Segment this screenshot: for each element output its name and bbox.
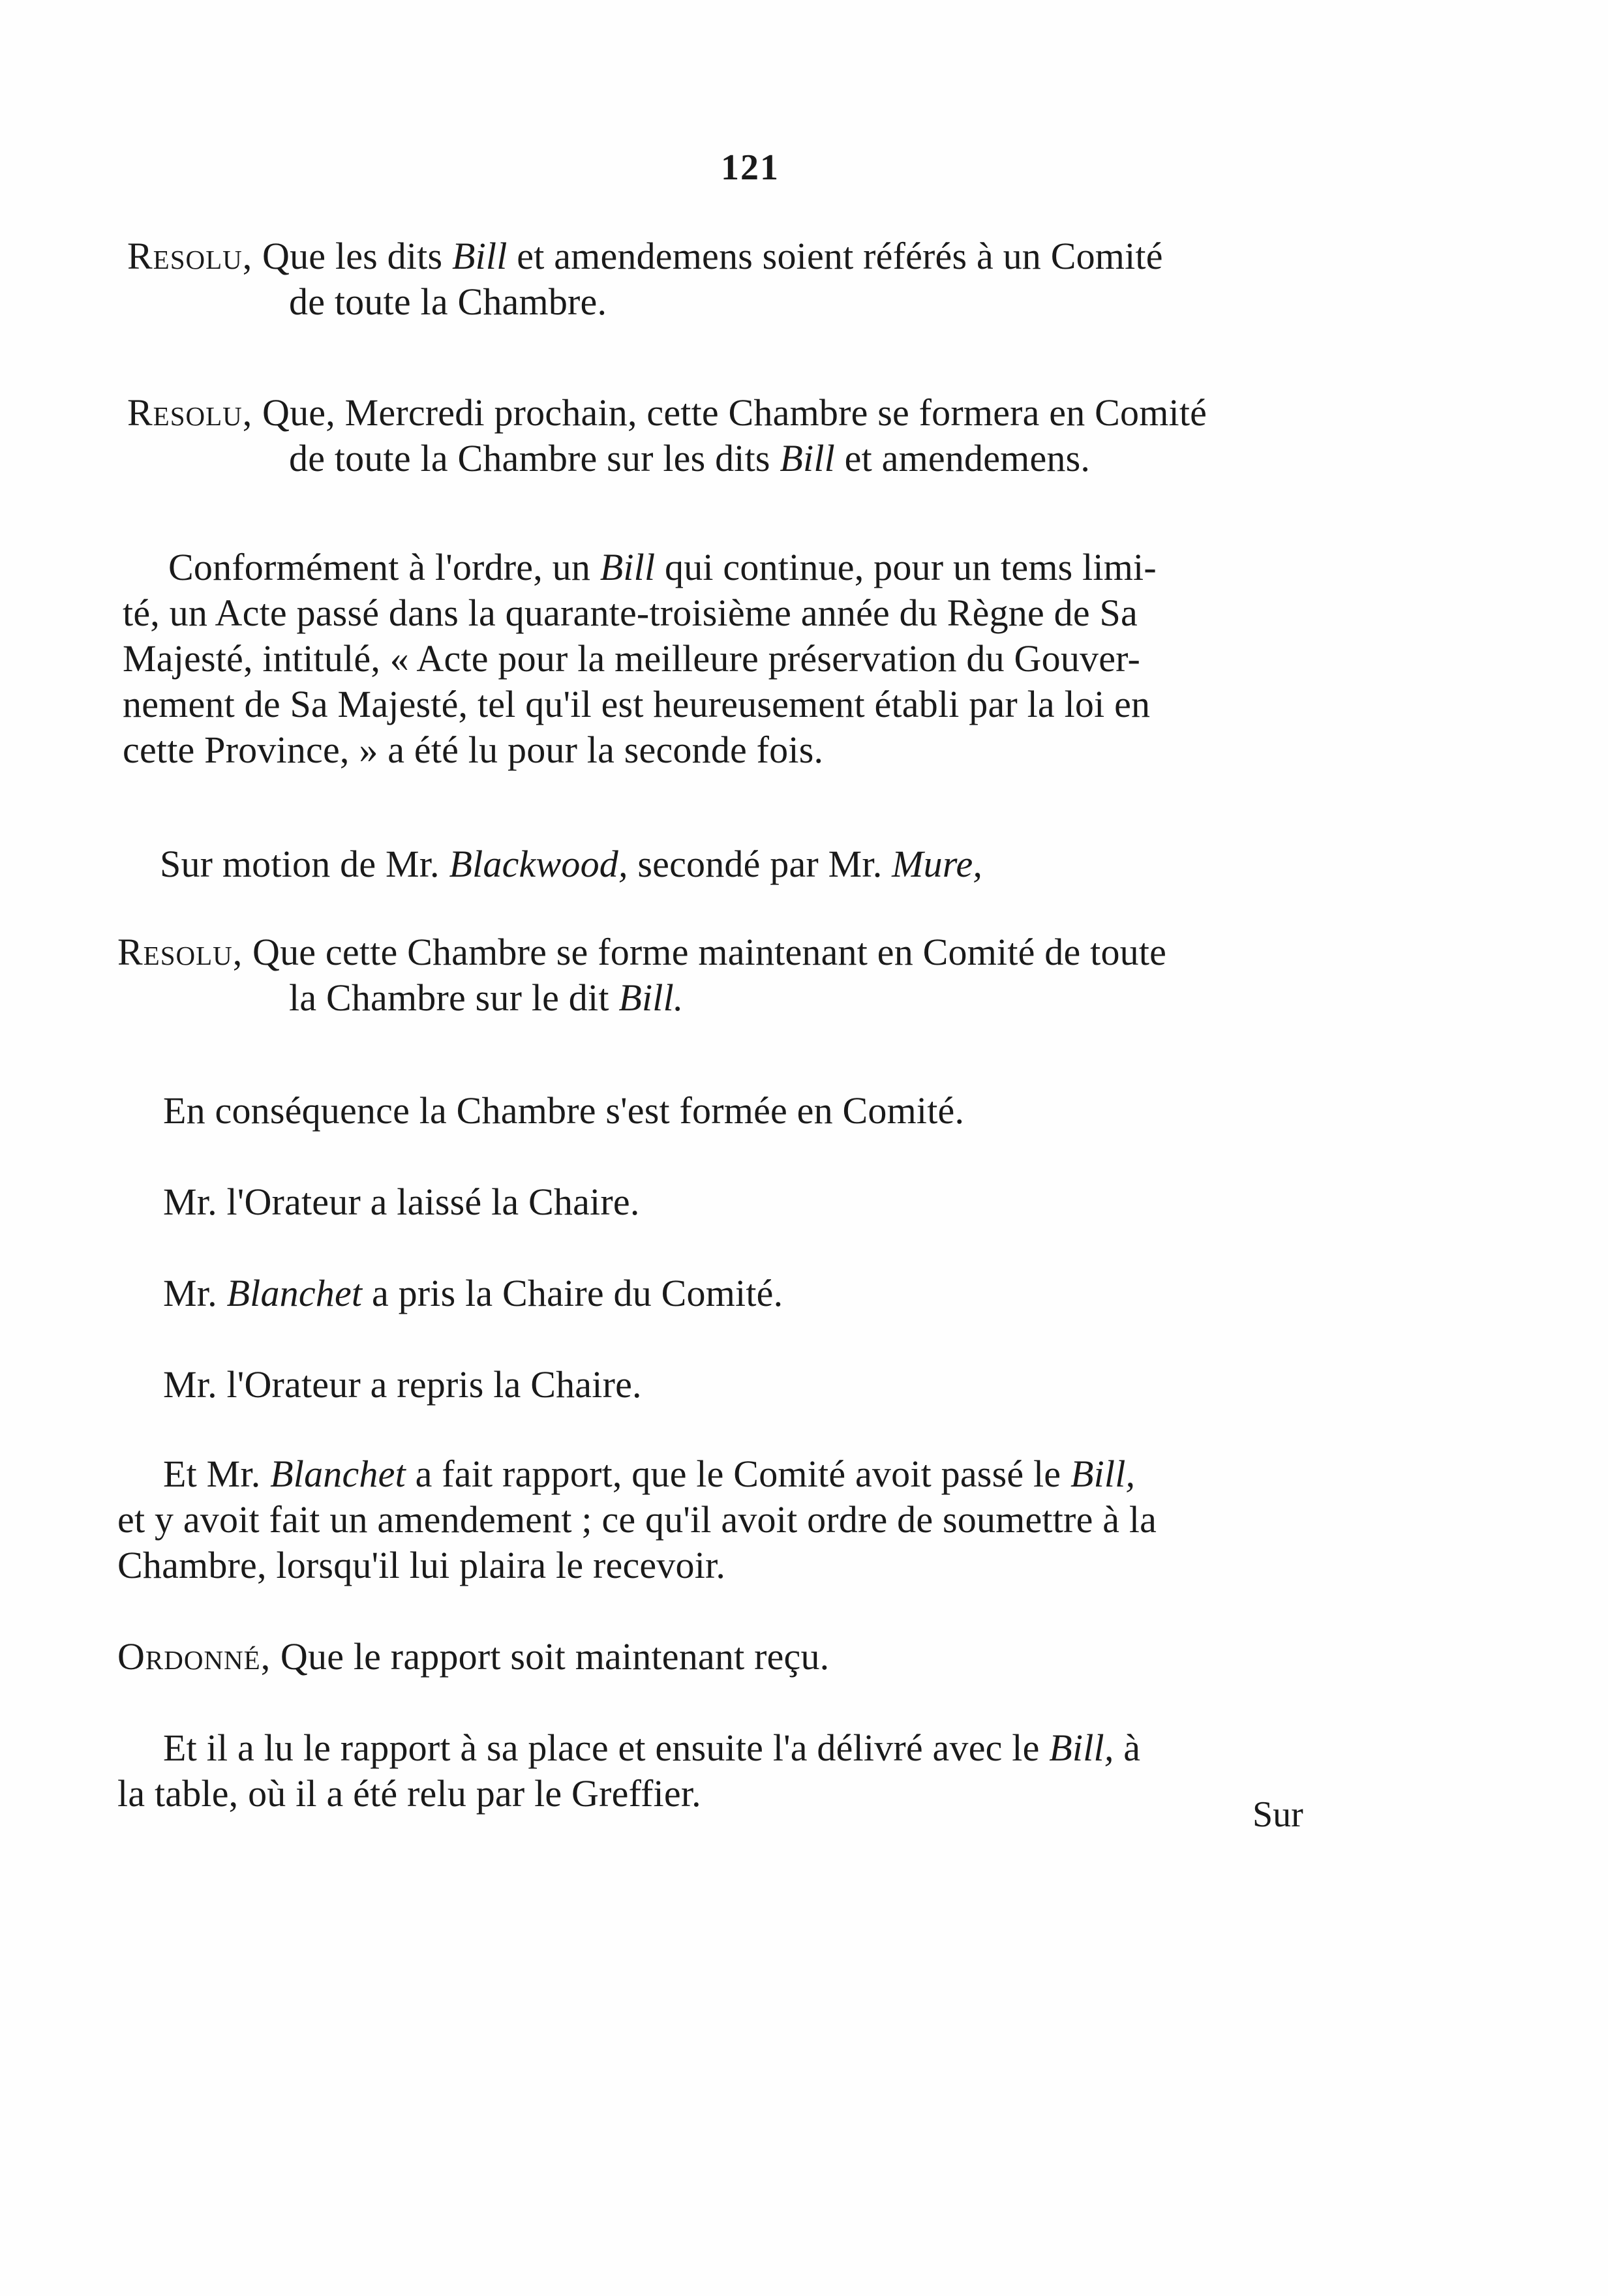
text-line [117, 1771, 701, 1817]
text-segment: Chambre, lorsqu'il lui plaira le recevoir. [117, 1544, 726, 1586]
text-segment: Et il a lu le rapport à sa place et ensuite l'a délivré avec le [163, 1727, 1050, 1769]
text-segment: nement de Sa Majesté, tel qu'il est heureusement établi par la loi en [123, 683, 1151, 725]
text-segment: Bill, [1070, 1453, 1136, 1495]
text-line [163, 1362, 642, 1408]
text-segment: Que cette Chambre se forme maintenant en Comité de toute [243, 931, 1167, 973]
text-line [160, 841, 982, 887]
text-line [289, 975, 684, 1021]
text-segment: Blackwood, [449, 843, 628, 885]
text-segment: Bill [451, 235, 508, 277]
page-number: 121 [721, 147, 780, 188]
text-line [123, 636, 1140, 682]
text-segment: Resolu, [127, 391, 253, 434]
text-segment: Mure, [892, 843, 983, 885]
text-segment: à [1114, 1727, 1141, 1769]
text-segment: de toute la Chambre. [289, 280, 607, 323]
text-line [127, 390, 1207, 436]
text-line [163, 1451, 1135, 1497]
text-line [117, 1543, 725, 1588]
text-line [163, 1271, 783, 1316]
text-segment: Resolu, [127, 235, 253, 277]
text-segment: Sur motion de Mr. [160, 843, 449, 885]
text-segment: Conformément à l'ordre, un [168, 546, 600, 588]
text-segment: Blanchet [226, 1272, 363, 1314]
text-segment: Ordonné, [117, 1635, 271, 1678]
text-segment: Que les dits [252, 235, 452, 277]
text-segment: de toute la Chambre sur les dits [289, 437, 780, 479]
text-segment: Blanchet [270, 1453, 406, 1495]
text-segment: Mr. l'Orateur a repris la Chaire. [163, 1363, 642, 1406]
text-line [163, 1088, 964, 1134]
text-segment: a fait rapport, que le Comité avoit passé le [405, 1453, 1070, 1495]
text-segment: Bill. [618, 976, 684, 1019]
text-segment: et amendemens soient référés à un Comité [507, 235, 1163, 277]
text-segment: qui continue, pour un tems limi- [655, 546, 1157, 588]
text-line [123, 590, 1138, 636]
text-segment: té, un Acte passé dans la quarante-troisième année du Règne de Sa [123, 592, 1138, 634]
text-line [117, 1634, 829, 1680]
text-line [117, 929, 1166, 975]
text-segment: secondé par Mr. [628, 843, 892, 885]
text-segment: Mr. l'Orateur a laissé la Chaire. [163, 1181, 640, 1223]
text-line [168, 545, 1157, 590]
text-segment: Mr. [163, 1272, 227, 1314]
text-segment: En conséquence la Chambre s'est formée en Comité. [163, 1089, 965, 1132]
text-segment: Et Mr. [163, 1453, 271, 1495]
text-segment: Que le rapport soit maintenant reçu. [271, 1635, 830, 1678]
text-segment: cette Province, » a été lu pour la seconde fois. [123, 729, 824, 771]
text-line [289, 279, 607, 325]
text-segment: la Chambre sur le dit [289, 976, 619, 1019]
text-line [123, 727, 823, 773]
text-segment: Que, Mercredi prochain, cette Chambre se formera en Comité [252, 391, 1207, 434]
text-line [163, 1179, 640, 1225]
text-segment: et amendemens. [834, 437, 1091, 479]
text-segment: Bill, [1049, 1727, 1114, 1769]
text-line [123, 682, 1150, 727]
text-line [127, 234, 1163, 279]
catchword: Sur [1252, 1794, 1303, 1835]
text-segment: la table, où il a été relu par le Greffier. [117, 1772, 701, 1815]
text-segment: a pris la Chaire du Comité. [362, 1272, 783, 1314]
text-line [117, 1497, 1157, 1543]
text-segment: et y avoit fait un amendement ; ce qu'il avoit ordre de soumettre à la [117, 1498, 1157, 1541]
text-segment: Bill [599, 546, 656, 588]
text-segment: Majesté, intitulé, « Acte pour la meilleure préservation du Gouver- [123, 637, 1141, 680]
text-line [289, 436, 1090, 481]
text-segment: Resolu, [117, 931, 243, 973]
text-segment: Bill [780, 437, 835, 479]
text-line [163, 1725, 1140, 1771]
